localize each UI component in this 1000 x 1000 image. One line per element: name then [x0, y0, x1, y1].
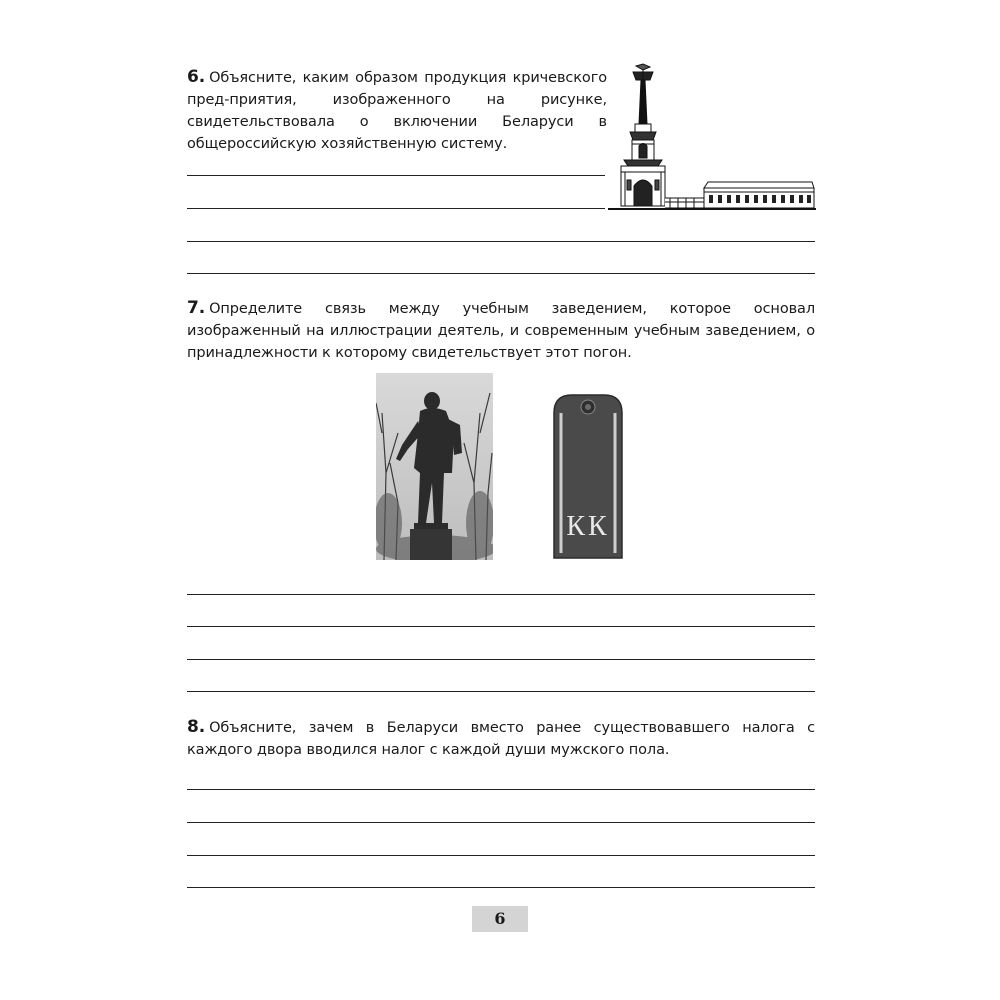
answer-line[interactable]	[187, 273, 815, 274]
answer-line[interactable]	[187, 855, 815, 856]
task-7-number: 7.	[187, 298, 206, 318]
answer-line[interactable]	[187, 175, 605, 176]
answer-line[interactable]	[187, 691, 815, 692]
pogon-illustration	[550, 393, 626, 560]
answer-line[interactable]	[187, 887, 815, 888]
answer-line[interactable]	[187, 789, 815, 790]
page-number: 6	[472, 906, 528, 932]
task-6	[187, 66, 607, 155]
pogon-letters: КК	[566, 511, 610, 542]
task-7	[187, 297, 815, 364]
answer-line[interactable]	[187, 659, 815, 660]
task-8-number: 8.	[187, 717, 206, 737]
answer-line[interactable]	[187, 208, 605, 209]
answer-line[interactable]	[187, 822, 815, 823]
statue-photo	[376, 373, 493, 560]
answer-line[interactable]	[187, 594, 815, 595]
task-6-number: 6.	[187, 67, 206, 87]
krichev-building-illustration	[608, 62, 816, 214]
task-8	[187, 716, 815, 761]
task-6-text: Объясните, каким образом продукция кричевского пред-приятия, изображенного на рисунке, свидетельствовала о включении Беларуси в общероссийскую хозяйственную систему.	[187, 70, 607, 152]
answer-line[interactable]	[187, 626, 815, 627]
answer-line[interactable]	[187, 241, 815, 242]
task-7-text: Определите связь между учебным заведением, которое основал изображенный на иллюстрации деятель, и современным учебным заведением, о принадлежности к которому свидетельствует этот погон.	[187, 301, 815, 361]
task-8-text: Объясните, зачем в Беларуси вместо ранее существовавшего налога с каждого двора вводился налог с каждой души мужского пола.	[187, 720, 815, 758]
